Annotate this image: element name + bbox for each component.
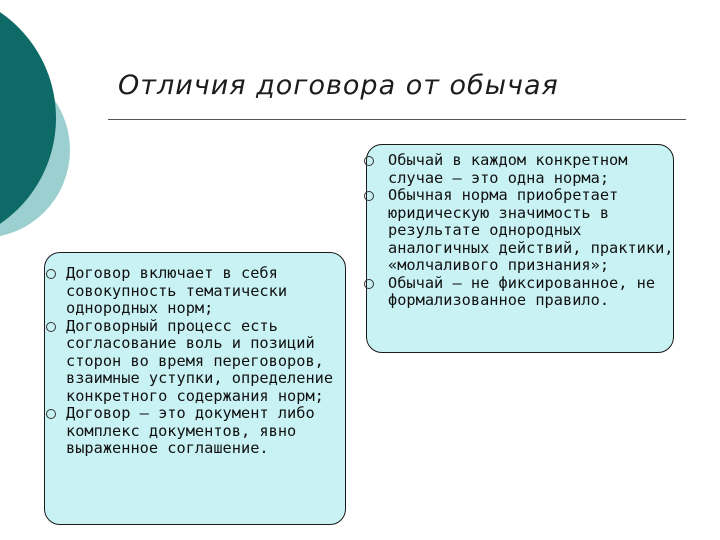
circle-bullet-icon <box>364 279 374 289</box>
list-item <box>356 275 682 310</box>
circle-bullet-icon <box>46 322 56 332</box>
list-item <box>44 265 344 318</box>
slide-title: Отличия договора от обычая <box>118 70 559 101</box>
list-item <box>44 405 344 458</box>
list-item <box>356 187 682 275</box>
item-text: Договор – это документ либо комплекс документов, явно выраженное соглашение. <box>66 404 315 457</box>
circle-bullet-icon <box>364 156 374 166</box>
circle-bullet-icon <box>364 191 374 201</box>
item-text: Обычная норма приобретает юридическую значимость в результате однородных аналогичных действий, практики, «молчаливого признания»; <box>388 186 674 274</box>
custom-features-list <box>356 152 682 310</box>
item-text: Обычай – не фиксированное, не формализованное правило. <box>388 273 656 309</box>
item-text: Договорный процесс есть согласование воль и позиций сторон во время переговоров, взаимные уступки, определение конкретного содержания норм; <box>66 316 334 405</box>
list-item <box>356 152 682 187</box>
circle-bullet-icon <box>46 409 56 419</box>
contract-features-list <box>44 265 344 458</box>
title-underline <box>108 119 686 120</box>
item-text: Обычай в каждом конкретном случае – это одна норма; <box>388 151 628 187</box>
item-text: Договор включает в себя совокупность тематически однородных норм; <box>66 264 288 317</box>
circle-bullet-icon <box>46 269 56 279</box>
list-item <box>44 318 344 406</box>
